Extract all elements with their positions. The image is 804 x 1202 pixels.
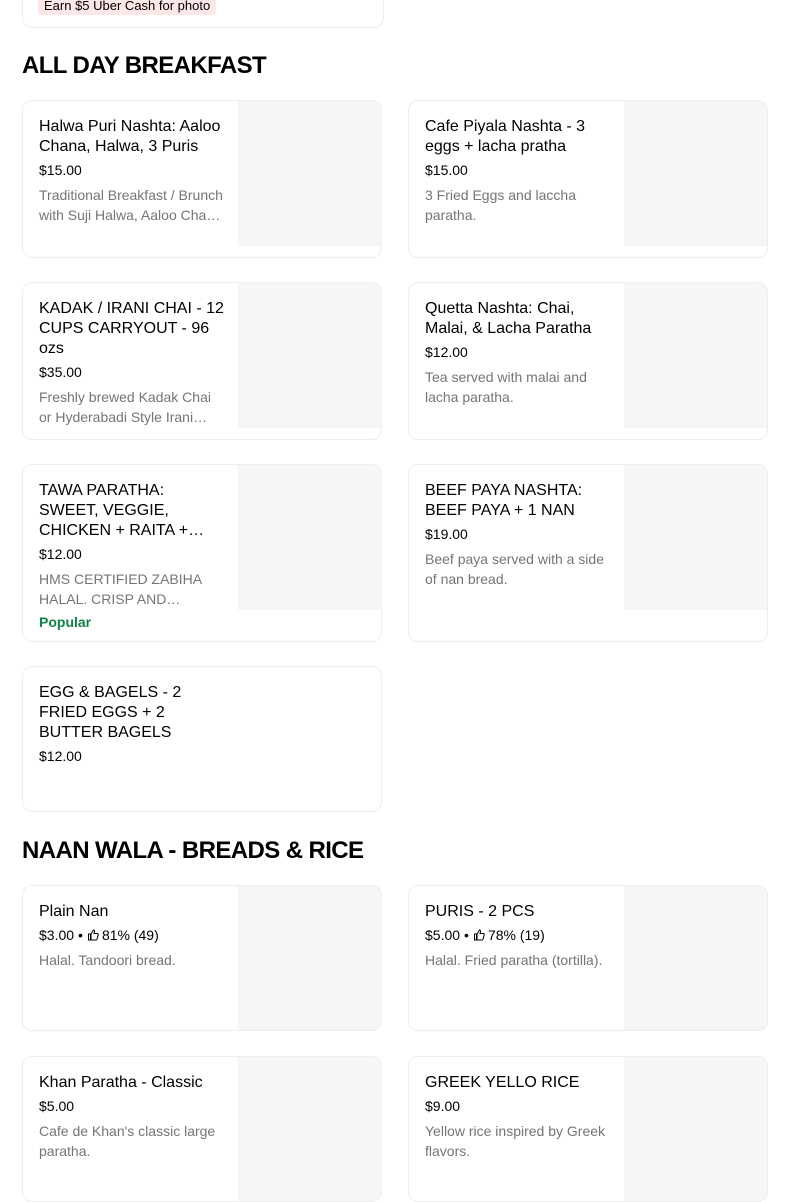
item-image [624,101,768,246]
thumbs-up-icon [473,929,485,941]
menu-item-card[interactable] [408,464,768,642]
item-price: $19.00 [425,526,468,542]
item-description: Tea served with malai and lacha paratha. [425,369,587,405]
item-image [624,283,768,428]
item-image [624,1057,768,1202]
item-description: 3 Fried Eggs and laccha paratha. [425,187,576,223]
section-title-all-day-breakfast: ALL DAY BREAKFAST [22,52,267,79]
item-image [238,886,382,1031]
menu-item-card[interactable] [22,100,382,258]
item-price: $35.00 [39,364,82,380]
meta-separator: • [464,927,469,943]
item-price: $9.00 [425,1098,461,1114]
item-image [624,465,768,610]
meta-separator: • [78,927,83,943]
item-price: $15.00 [39,162,82,178]
item-price: $5.00 [425,927,461,943]
item-price: $12.00 [39,748,82,764]
item-image [238,283,382,428]
item-price: $5.00 [39,1098,75,1114]
item-price: $12.00 [425,344,468,360]
item-name: TAWA PARATHA: SWEET, VEGGIE, CHICKEN + RAITA + [39,482,189,539]
item-name: Cafe Piyala Nashta - 3 eggs + lacha pratha [425,118,586,155]
menu-item-card[interactable] [22,666,382,812]
item-name: EGG & BAGELS - 2 FRIED EGGS + 2 BUTTER BAGELS [39,684,182,741]
item-name: Plain Nan [39,903,109,920]
item-name: PURIS - 2 PCS [425,903,535,920]
item-description: Beef paya served with a side of nan bread. [425,551,604,587]
menu-item-card[interactable] [408,885,768,1031]
menu-item-card[interactable] [22,282,382,440]
item-rating: 78% (19) [487,927,545,943]
item-description: Yellow rice inspired by Greek flavors. [425,1123,606,1159]
item-name: Khan Paratha - Classic [39,1074,203,1091]
menu-item-card[interactable] [22,1056,382,1202]
item-description: Freshly brewed Kadak Chai or Hyderabadi Style Irani [39,389,211,425]
item-description: Halal. Fried paratha (tortilla). [425,952,603,968]
item-name: GREEK YELLO RICE [425,1074,580,1091]
menu-item-card[interactable] [22,885,382,1031]
item-description: Traditional Breakfast / Brunch with Suji Halwa, Aaloo Chana [39,187,223,223]
item-price: $15.00 [425,162,468,178]
item-price: $12.00 [39,546,82,562]
menu-item-card[interactable] [408,1056,768,1202]
menu-item-card[interactable] [408,282,768,440]
item-name: BEEF PAYA NASHTA: BEEF PAYA + 1 NAN [425,482,583,519]
item-image [624,886,768,1031]
popular-badge: Popular [39,614,92,630]
uber-cash-photo-badge[interactable]: Earn $5 Uber Cash for photo [38,0,216,15]
item-description: HMS CERTIFIED ZABIHA HALAL. CRISP AND [39,571,202,607]
item-description: Cafe de Khan's classic large paratha. [39,1123,216,1159]
item-name: KADAK / IRANI CHAI - 12 CUPS CARRYOUT - 96 ozs [39,300,224,357]
section-title-naan-wala: NAAN WALA - BREADS & RICE [22,837,364,864]
item-image [238,465,382,610]
item-name: Halwa Puri Nashta: Aaloo Chana, Halwa, 3 Puris [39,118,221,155]
item-image [238,101,382,246]
item-name: Quetta Nashta: Chai, Malai, & Lacha Paratha [425,300,592,337]
item-description: Halal. Tandoori bread. [39,952,176,968]
thumbs-up-icon [87,929,99,941]
menu-item-card[interactable] [22,464,382,642]
item-rating: 81% (49) [101,927,159,943]
item-image [238,1057,382,1202]
menu-item-card[interactable] [408,100,768,258]
item-price: $3.00 [39,927,75,943]
